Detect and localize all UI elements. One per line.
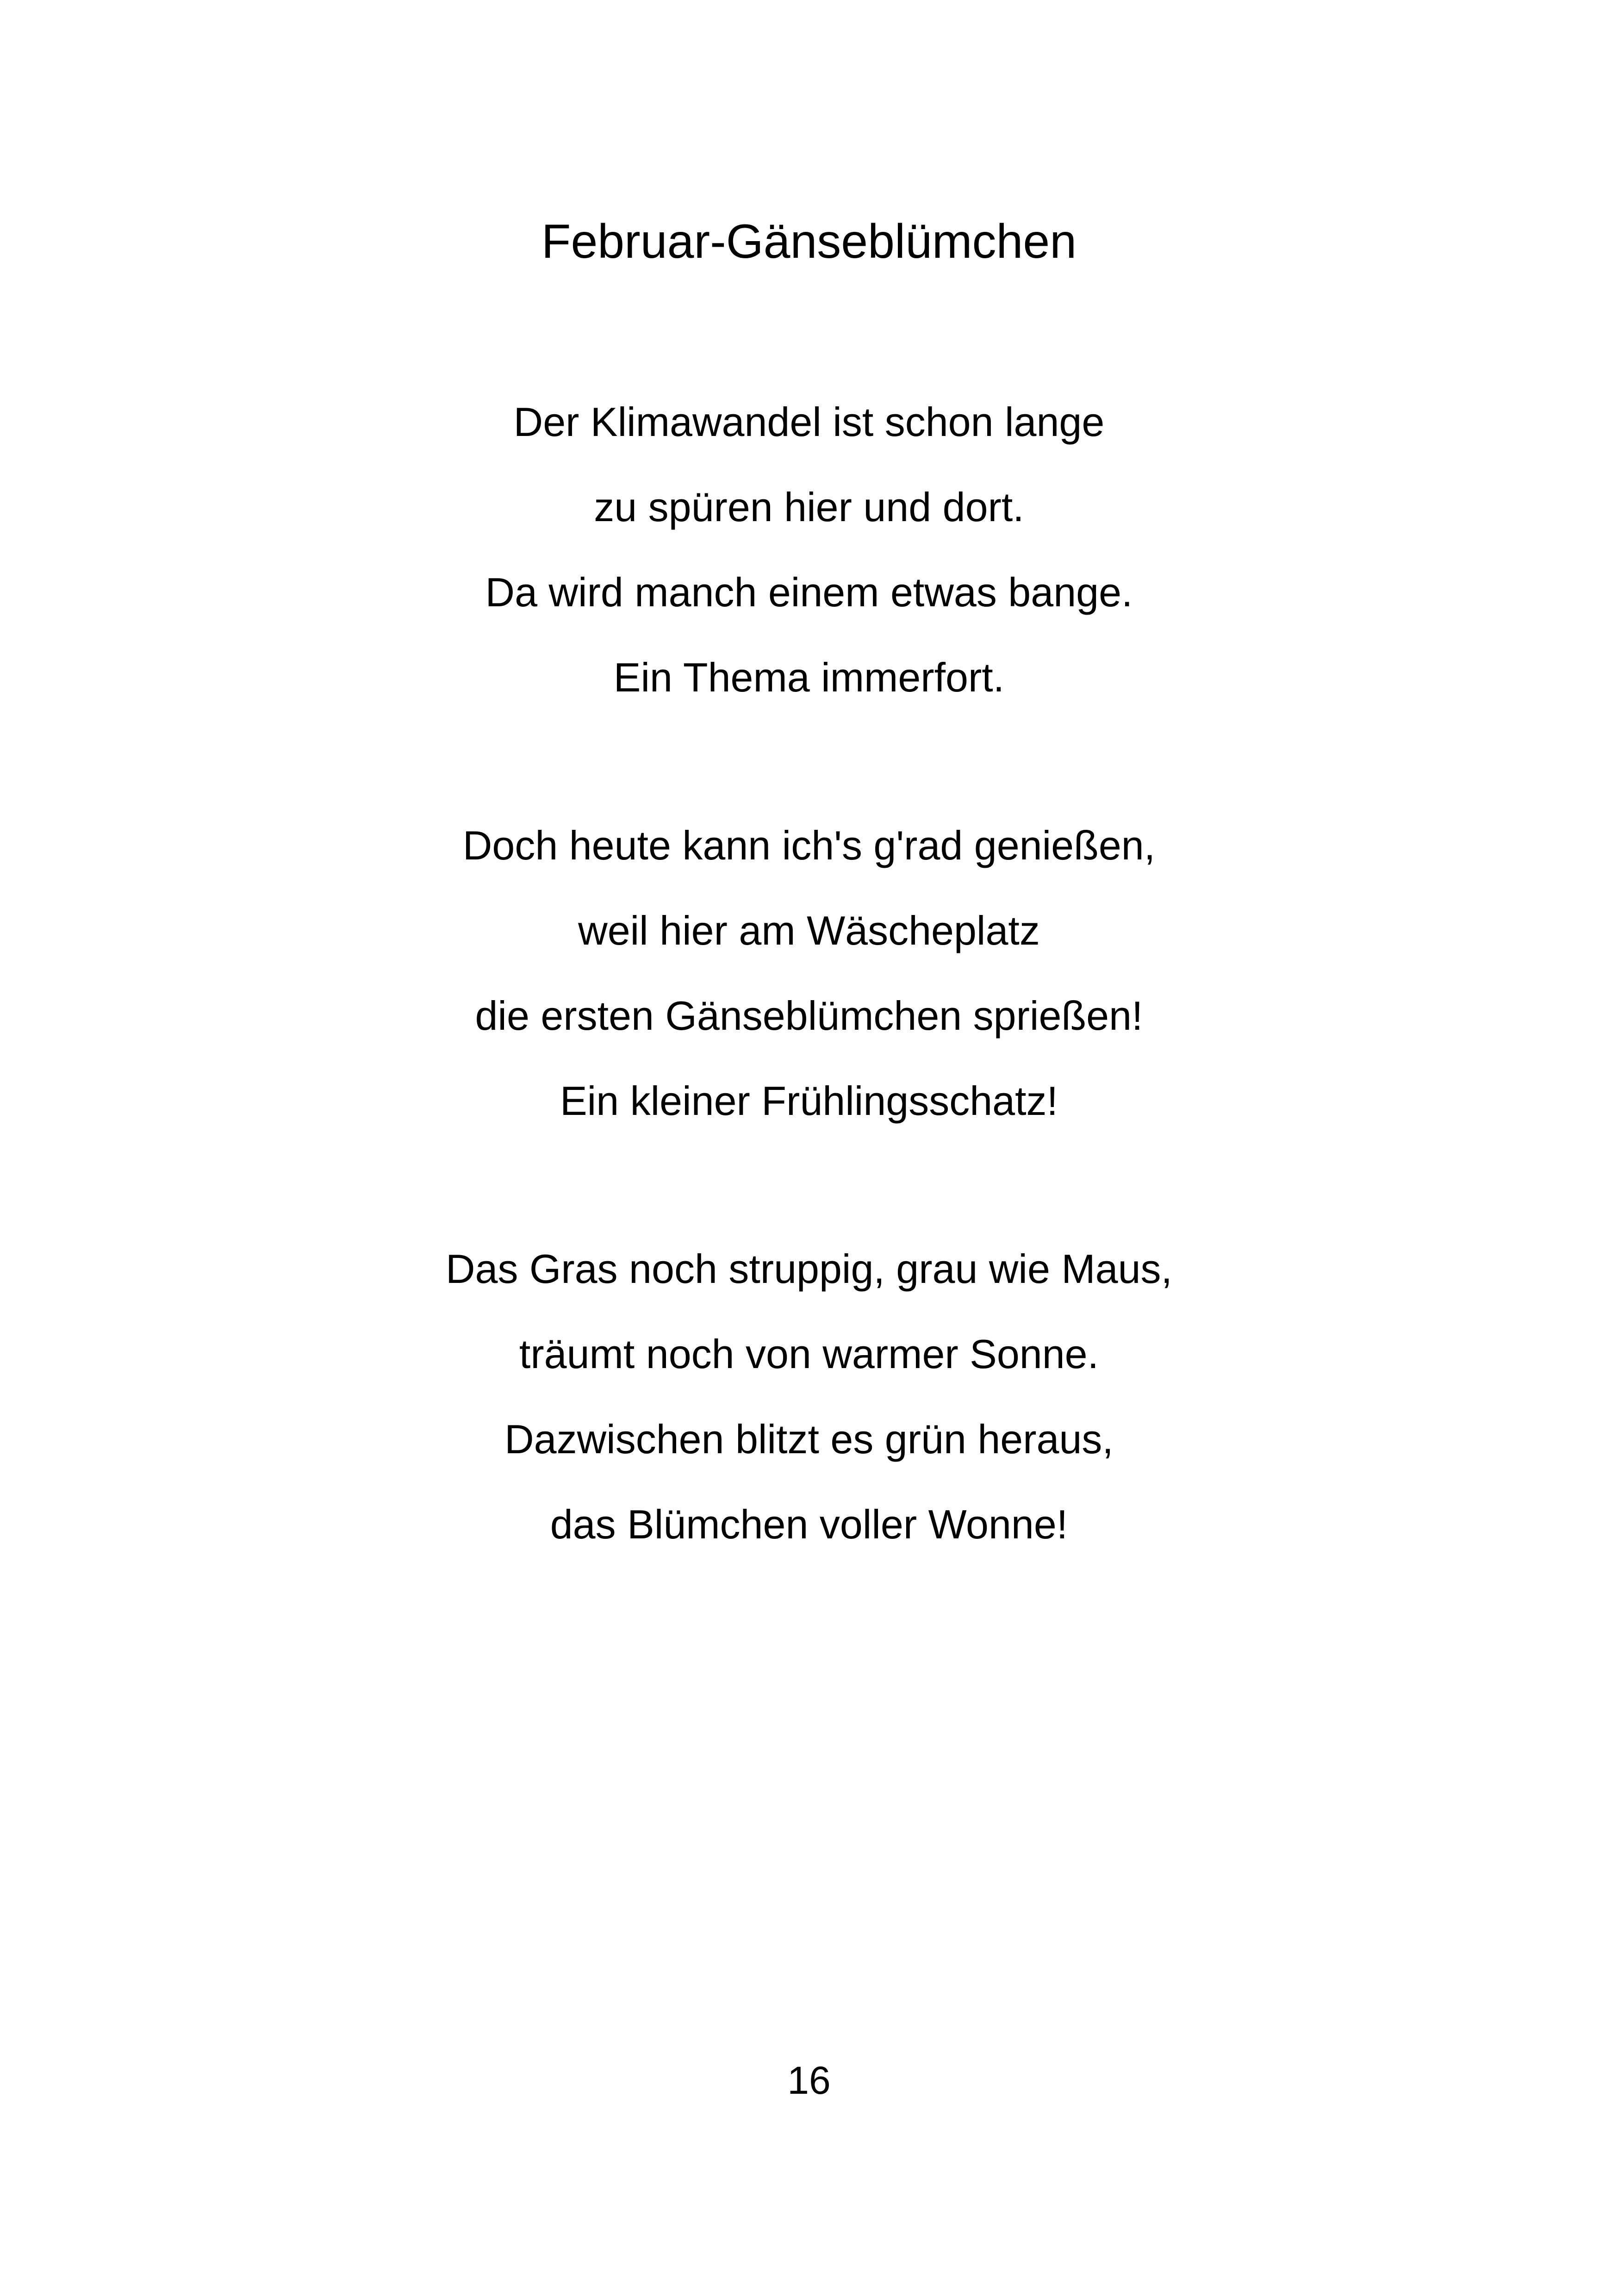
poem-line: zu spüren hier und dort. [594,484,1024,530]
page-number: 16 [787,2059,831,2102]
stanza-1 [0,380,1618,720]
poem-line: Doch heute kann ich's g'rad genießen, [462,822,1156,868]
poem-line: Da wird manch einem etwas bange. [485,569,1133,615]
poem-line: die ersten Gänseblümchen sprießen! [475,993,1143,1039]
poem-line: träumt noch von warmer Sonne. [519,1331,1099,1377]
poem-line: Dazwischen blitzt es grün heraus, [504,1416,1114,1462]
poem-line: das Blümchen voller Wonne! [550,1501,1068,1547]
poem-line: Ein Thema immerfort. [613,654,1005,700]
poem-line: Der Klimawandel ist schon lange [513,399,1105,445]
poem-line: Das Gras noch struppig, grau wie Maus, [445,1246,1173,1292]
poem-line: Ein kleiner Frühlingsschatz! [560,1078,1058,1124]
poem-line: weil hier am Wäscheplatz [578,908,1040,953]
stanza-2 [0,803,1618,1144]
poem-title: Februar-Gänseblümchen [541,215,1077,268]
stanza-3 [0,1226,1618,1567]
